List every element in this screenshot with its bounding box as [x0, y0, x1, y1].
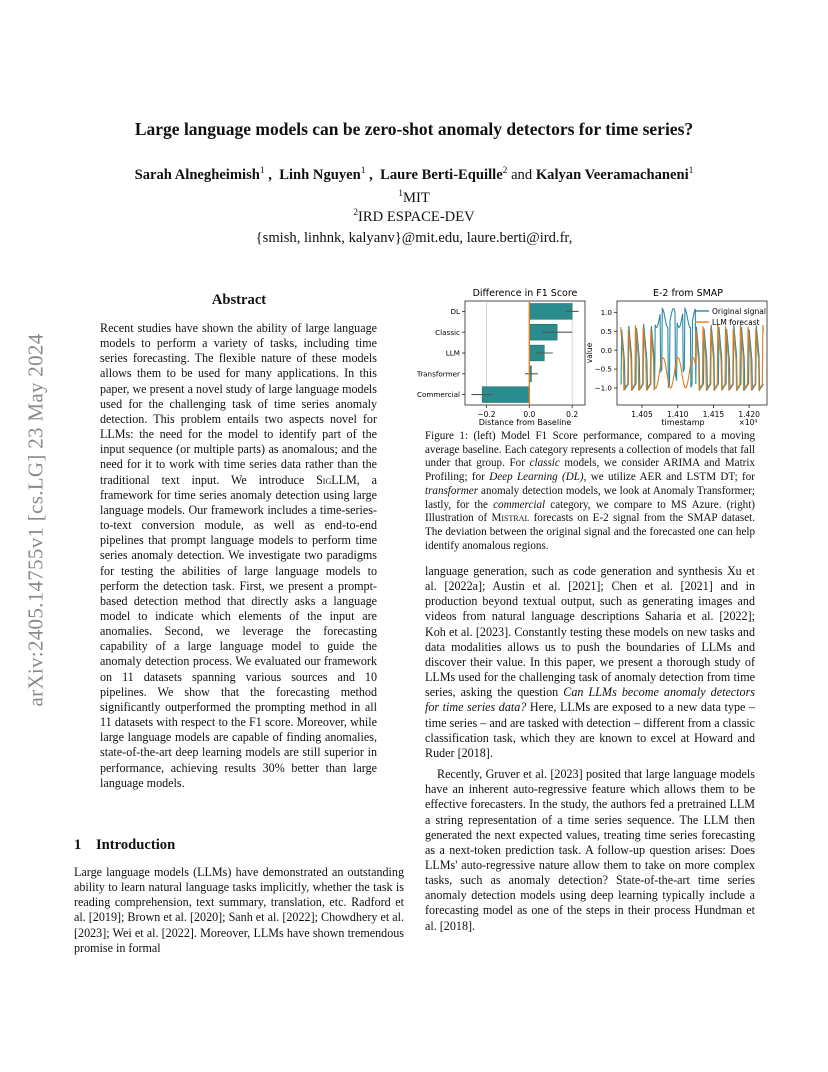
arxiv-stamp-text: arXiv:2405.14755v1 [cs.LG] 23 May 2024 [23, 333, 48, 707]
affiliation-name: MIT [402, 189, 430, 206]
author-emails: {smish, linhnk, kalyanv}@mit.edu, laure.berti@ird.fr, [255, 230, 573, 246]
intro-paragraph: Large language models (LLMs) have demonstrated an outstanding ability to learn natural language tasks implicitly, whether the task is reading comprehension, text summary, translation, etc. Radford et al. [2019]; Brown et al. [2020]; Sanh et al. [2022]; Chowdhery et al. [2023]; Wei et al. [2022]. Moreover, LLMs have shown tremendous promise in formal [74, 865, 404, 955]
research-question: Can LLMs become anomaly detectors for time series data? [425, 685, 755, 715]
affiliation-name: IRD ESPACE-DEV [358, 208, 475, 225]
author-separator: , [365, 166, 377, 183]
author-and: and [511, 166, 533, 183]
caption-text: , we utilize AER and LSTM DT; for [583, 471, 755, 484]
legend-label: LLM forecast [712, 318, 760, 327]
author-affiliation-mark: 1 [360, 166, 366, 176]
author-name: Laure Berti-Equille [380, 166, 503, 183]
caption-text: models, we consider ARIMA and Matrix Profiling; for [425, 457, 755, 484]
x-tick-label: 0.2 [566, 410, 579, 419]
category-label: Commercial [417, 390, 460, 400]
x-tick-label: 1.420 [738, 410, 760, 419]
bar-dl [529, 303, 572, 319]
y-tick-label: 1.0 [600, 307, 612, 317]
author-list [0, 166, 828, 184]
x-tick-label: 1.410 [666, 410, 689, 419]
chart-title: E-2 from SMAP [652, 288, 724, 299]
caption-text: category, we compare to MS Azure. (right) Illustration of [425, 498, 755, 525]
intro-paragraph-continued [425, 564, 755, 761]
y-axis-label: value [585, 342, 594, 364]
e2-signal-chart [585, 288, 767, 427]
f1-difference-chart [416, 288, 585, 427]
x-tick-label: 0.0 [523, 410, 536, 419]
author-separator: , [264, 166, 276, 183]
paper-title: Large language models can be zero-shot anomaly detectors for time series? [134, 119, 694, 139]
affiliation [0, 189, 828, 207]
y-tick-label: −1.0 [594, 383, 612, 393]
intro-paragraph: Recently, Gruver et al. [2023] posited that large language models have an inherent auto-regressive feature which allows them to be effective forecasters. In the study, the authors fed a pretrained LLM a string representation of a time series sequence. The LLM then generated the next expected values, treating time series forecasting as a next-token prediction task. A follow-up question arises: Does LLMs' auto-regressive nature allow them to take on more complex tasks, such as anomaly detection? State-of-the-art time series anomaly detection models using deep learning typically include a forecasting model as one of the steps in their process Hundman et al. [2018]. [425, 767, 755, 933]
paragraph-text: Here, LLMs are exposed to a new data type – time series – and are tasked with detection – different from a classic classification task, which they are known to excel at Howard and Ruder [2018]. [425, 700, 755, 760]
section-title: Introduction [96, 837, 176, 853]
y-tick-label: 0.0 [600, 345, 612, 355]
legend-label: Original signal [712, 307, 766, 316]
caption-term: Deep Learning (DL) [489, 471, 584, 484]
section-heading [74, 837, 175, 854]
x-axis-offset: ×10⁹ [738, 418, 758, 427]
category-label: LLM [445, 348, 460, 358]
caption-term: commercial [493, 498, 546, 511]
model-name: Mistral [491, 512, 530, 525]
paragraph-text: language generation, such as code generation and synthesis Xu et al. [2022a]; Austin et al. [2021]; Chen et al. [2021] and in production beyond textual output, such as generating images and videos from natural language descriptions Saharia et al. [2022]; Koh et al. [2023]. Constantly testing these models on new tasks and data modalities allows us to push the boundaries of LLMs and discover their value. In this paper, we present a thorough study of LLMs used for the challenging task of anomaly detection from time series, asking the question [425, 564, 755, 700]
right-column-text [425, 564, 755, 934]
category-label: Transformer [416, 369, 460, 379]
author-name: Linh Nguyen [279, 166, 361, 183]
section-number: 1 [74, 837, 82, 853]
abstract-text: , a framework for time series anomaly detection using large language models. Our framework includes a time-series-to-text conversion module, as well as end-to-end pipelines that prompt language models to perform time series anomaly detection. We investigate two paradigms for testing the abilities of large language models to perform the detection task. First, we present a prompt-based detection method that directly asks a language model to indicate which elements of the input are anomalies. Second, we leverage the forecasting capability of a large language model to guide the anomaly detection process. We evaluated our framework on 11 datasets spanning various sources and 10 pipelines. We show that the forecasting method significantly outperformed the prompting method in all 11 datasets with respect to the F1 score. Moreover, while large language models are capable of finding anomalies, state-of-the-art deep learning models are still superior in performance, achieving results 30% better than large language models. [100, 472, 377, 790]
author-name: Sarah Alnegheimish [134, 166, 260, 183]
x-tick-label: 1.415 [702, 410, 725, 419]
chart-title: Difference in F1 Score [472, 288, 578, 299]
abstract-text: Recent studies have shown the ability of large language models to perform a variety of tasks, including time series forecasting. The flexible nature of these models allows them to be used for many applications. In this paper, we present a novel study of large language models used for the challenging task of time series anomaly detection. This problem entails two aspects novel for LLMs: the need for the model to identify part of the input sequence (or multiple parts) as anomalous; and the need for it to work with time series data rather than the traditional text input. We introduce [100, 321, 377, 487]
chart-legend [695, 307, 766, 327]
abstract-heading: Abstract [211, 292, 267, 308]
affiliation [0, 208, 828, 226]
x-tick-label: 1.405 [631, 410, 653, 419]
caption-text: Figure 1: (left) Model F1 Score performance, compared to a moving average baseline. Each category represents a collection of models that fall under that group. For [425, 430, 755, 470]
arxiv-stamp [14, 280, 58, 760]
category-label: DL [450, 307, 460, 316]
abstract-body [100, 321, 377, 791]
caption-term: classic [529, 457, 560, 470]
x-axis-label: Distance from Baseline [478, 418, 572, 427]
x-tick-label: −0.2 [477, 410, 496, 419]
framework-name: SigLLM [316, 472, 357, 487]
author-name: Kalyan Veeramachaneni [535, 166, 689, 183]
author-affiliation-mark: 2 [502, 166, 508, 176]
affiliation-mark: 1 [398, 189, 403, 199]
figure-caption [425, 430, 755, 553]
caption-text: forecasts on E-2 signal from the SMAP dataset. The deviation between the original signal and the forecasted one can help identify anomalous regions. [425, 512, 755, 552]
caption-term: transformer [425, 484, 479, 497]
author-affiliation-mark: 1 [259, 166, 265, 176]
figure-1 [410, 283, 770, 428]
affiliation-mark: 2 [353, 208, 359, 218]
author-affiliation-mark: 1 [688, 166, 694, 176]
y-tick-label: 0.5 [600, 326, 612, 336]
bar-plot-area [416, 301, 579, 419]
category-label: Classic [435, 327, 460, 337]
y-tick-label: −0.5 [594, 364, 612, 374]
caption-text: anomaly detection models, we look at Anomaly Transformer; lastly, for the [425, 484, 755, 511]
x-axis-label: timestamp [661, 418, 705, 427]
